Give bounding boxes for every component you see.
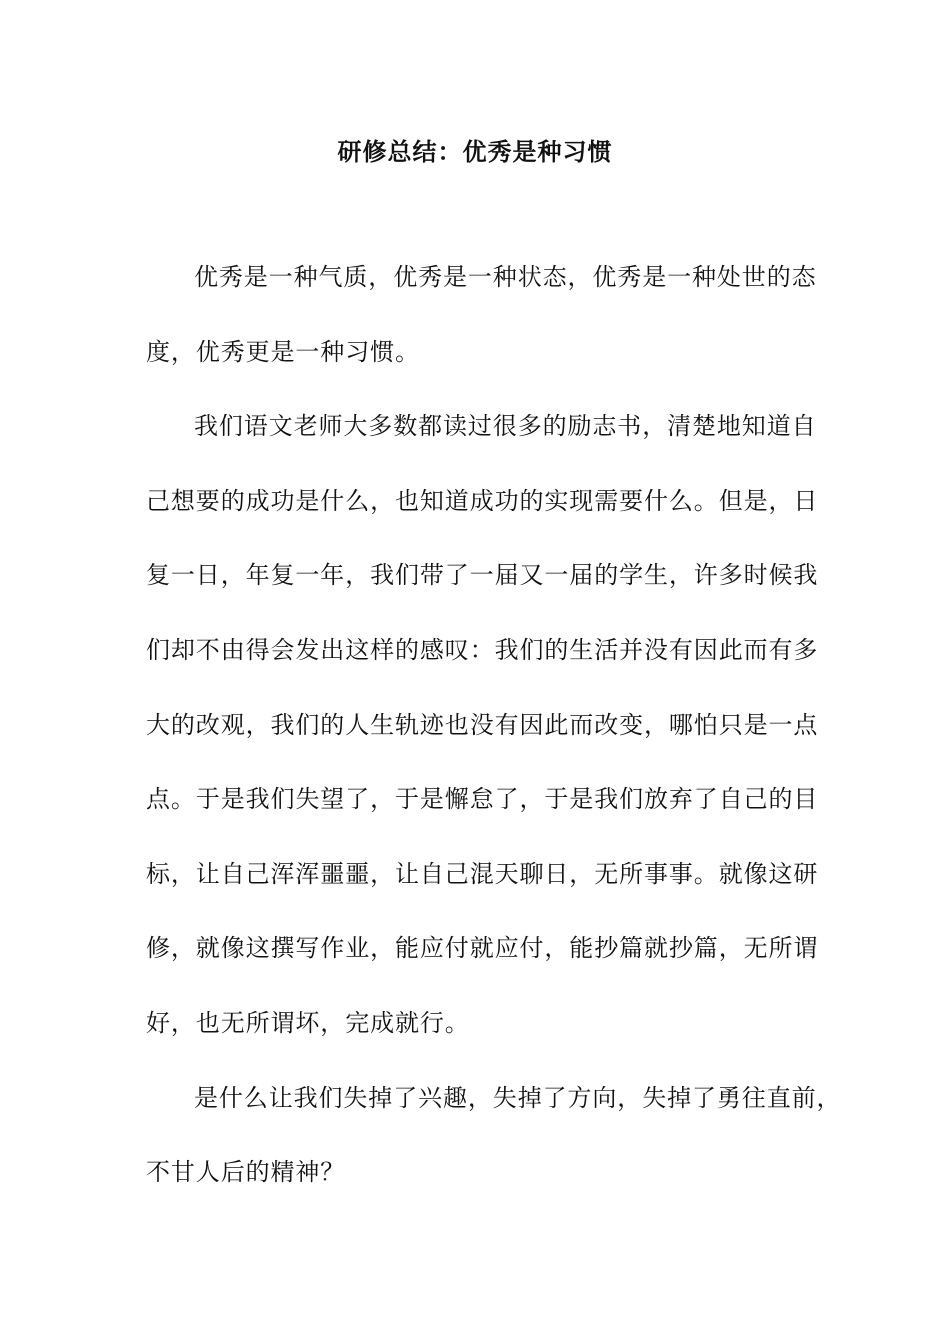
- document-title: 研修总结：优秀是种习惯: [337, 137, 613, 166]
- paragraph-line: 们却不由得会发出这样的感叹：我们的生活并没有因此而有多: [146, 635, 819, 664]
- paragraph-line: 修，就像这撰写作业，能应付就应付，能抄篇就抄篇，无所谓: [146, 934, 819, 963]
- paragraph-line: 度，优秀更是一种习惯。: [146, 337, 420, 366]
- paragraph-line: 优秀是一种气质，优秀是一种状态，优秀是一种处世的态: [194, 263, 817, 291]
- paragraph-line: 是什么让我们失掉了兴趣，失掉了方向，失掉了勇往直前，: [194, 1083, 842, 1112]
- paragraph-line: 复一日，年复一年，我们带了一届又一届的学生，许多时候我: [146, 561, 819, 590]
- paragraph-line: 我们语文老师大多数都读过很多的励志书，清楚地知道自: [194, 412, 817, 441]
- paragraph-line: 点。于是我们失望了，于是懈怠了，于是我们放弃了自己的目: [146, 785, 819, 814]
- paragraph-line: 大的改观，我们的人生轨迹也没有因此而改变，哪怕只是一点: [146, 710, 819, 739]
- paragraph-line: 好，也无所谓坏，完成就行。: [146, 1008, 470, 1037]
- paragraph-line: 己想要的成功是什么，也知道成功的实现需要什么。但是，日: [146, 486, 819, 515]
- document-body: [146, 252, 842, 1222]
- paragraph-line: 标，让自己浑浑噩噩，让自己混天聊日，无所事事。就像这研: [146, 859, 819, 888]
- paragraph-line: 不甘人后的精神？: [146, 1158, 346, 1187]
